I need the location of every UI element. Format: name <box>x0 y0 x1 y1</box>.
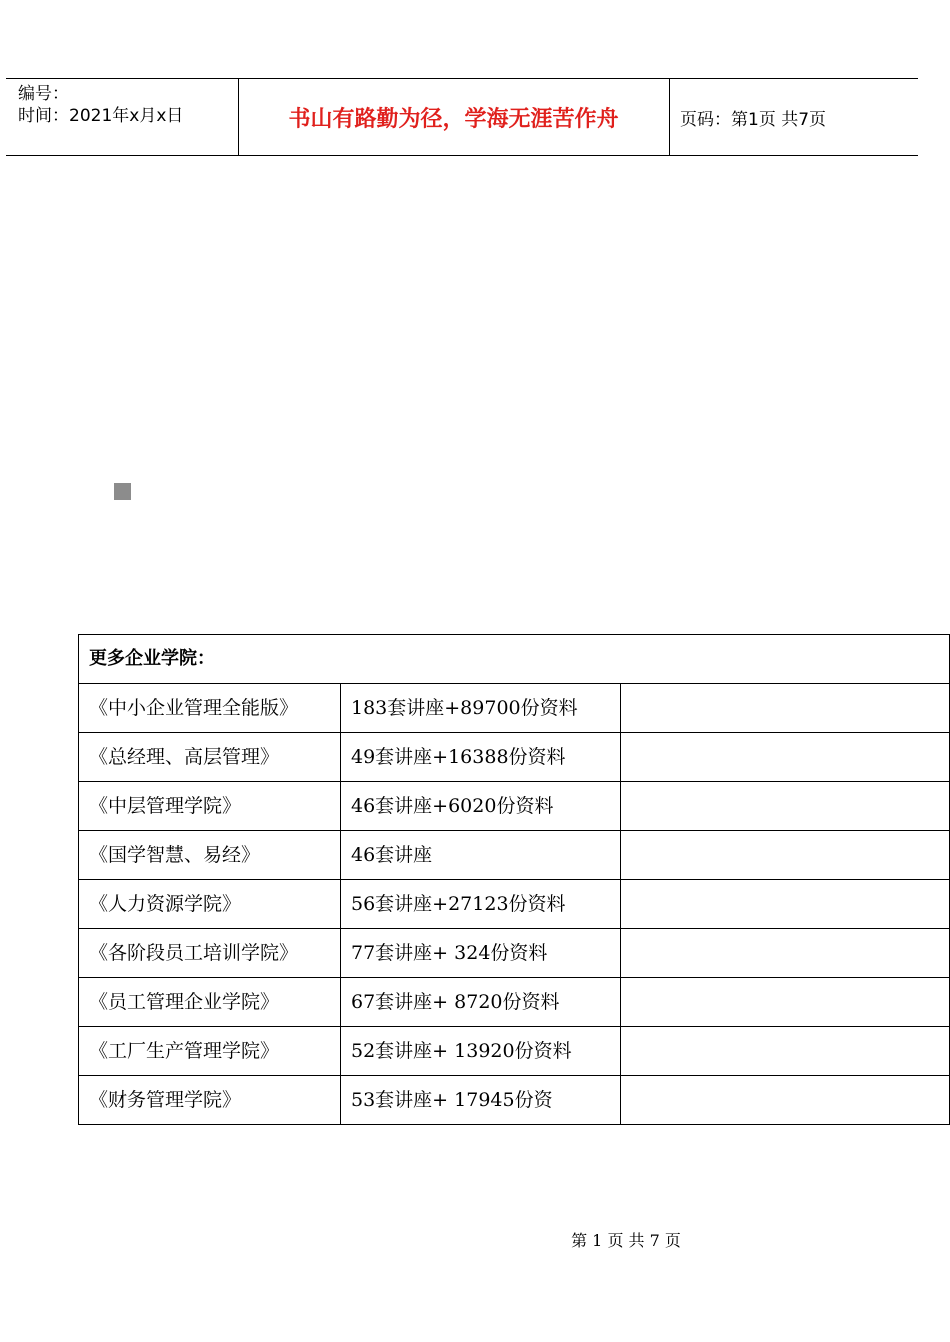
course-table <box>78 634 950 1125</box>
course-content-cell: 46套讲座+6020份资料 <box>341 782 621 831</box>
course-content-cell: 52套讲座+ 13920份资料 <box>341 1027 621 1076</box>
table-row <box>79 1027 950 1076</box>
course-name-cell: 《工厂生产管理学院》 <box>79 1027 341 1076</box>
empty-cell <box>621 1076 950 1125</box>
empty-cell <box>621 782 950 831</box>
empty-cell <box>621 733 950 782</box>
date-label: 时间：2021年x月x日 <box>18 106 184 126</box>
header-motto: 书山有路勤为径，学海无涯苦作舟 <box>288 106 619 132</box>
empty-cell <box>621 831 950 880</box>
empty-cell <box>621 1027 950 1076</box>
table-row <box>79 831 950 880</box>
empty-cell <box>621 978 950 1027</box>
course-content-cell: 183套讲座+89700份资料 <box>341 684 621 733</box>
document-header <box>6 78 918 156</box>
course-name-cell: 《各阶段员工培训学院》 <box>79 929 341 978</box>
table-row <box>79 929 950 978</box>
empty-cell <box>621 880 950 929</box>
course-name-cell: 《财务管理学院》 <box>79 1076 341 1125</box>
header-meta <box>18 83 183 127</box>
table-caption: 更多企业学院： <box>79 635 950 684</box>
course-name-cell: 《员工管理企业学院》 <box>79 978 341 1027</box>
table-caption-row <box>79 635 950 684</box>
table-row <box>79 684 950 733</box>
serial-number-label: 编号： <box>18 84 69 104</box>
course-content-cell: 77套讲座+ 324份资料 <box>341 929 621 978</box>
table-row <box>79 1076 950 1125</box>
course-content-cell: 49套讲座+16388份资料 <box>341 733 621 782</box>
course-name-cell: 《人力资源学院》 <box>79 880 341 929</box>
course-content-cell: 53套讲座+ 17945份资 <box>341 1076 621 1125</box>
course-content-cell: 56套讲座+27123份资料 <box>341 880 621 929</box>
empty-cell <box>621 684 950 733</box>
header-divider <box>669 79 670 155</box>
table-row <box>79 978 950 1027</box>
course-name-cell: 《中小企业管理全能版》 <box>79 684 341 733</box>
gray-square-bullet-icon <box>114 483 131 500</box>
header-page-number: 页码：第1页 共7页 <box>680 109 827 130</box>
course-name-cell: 《国学智慧、易经》 <box>79 831 341 880</box>
table-row <box>79 880 950 929</box>
empty-cell <box>621 929 950 978</box>
course-name-cell: 《总经理、高层管理》 <box>79 733 341 782</box>
page-footer: 第 1 页 共 7 页 <box>571 1231 681 1250</box>
table-row <box>79 782 950 831</box>
course-name-cell: 《中层管理学院》 <box>79 782 341 831</box>
course-content-cell: 46套讲座 <box>341 831 621 880</box>
table-row <box>79 733 950 782</box>
course-content-cell: 67套讲座+ 8720份资料 <box>341 978 621 1027</box>
